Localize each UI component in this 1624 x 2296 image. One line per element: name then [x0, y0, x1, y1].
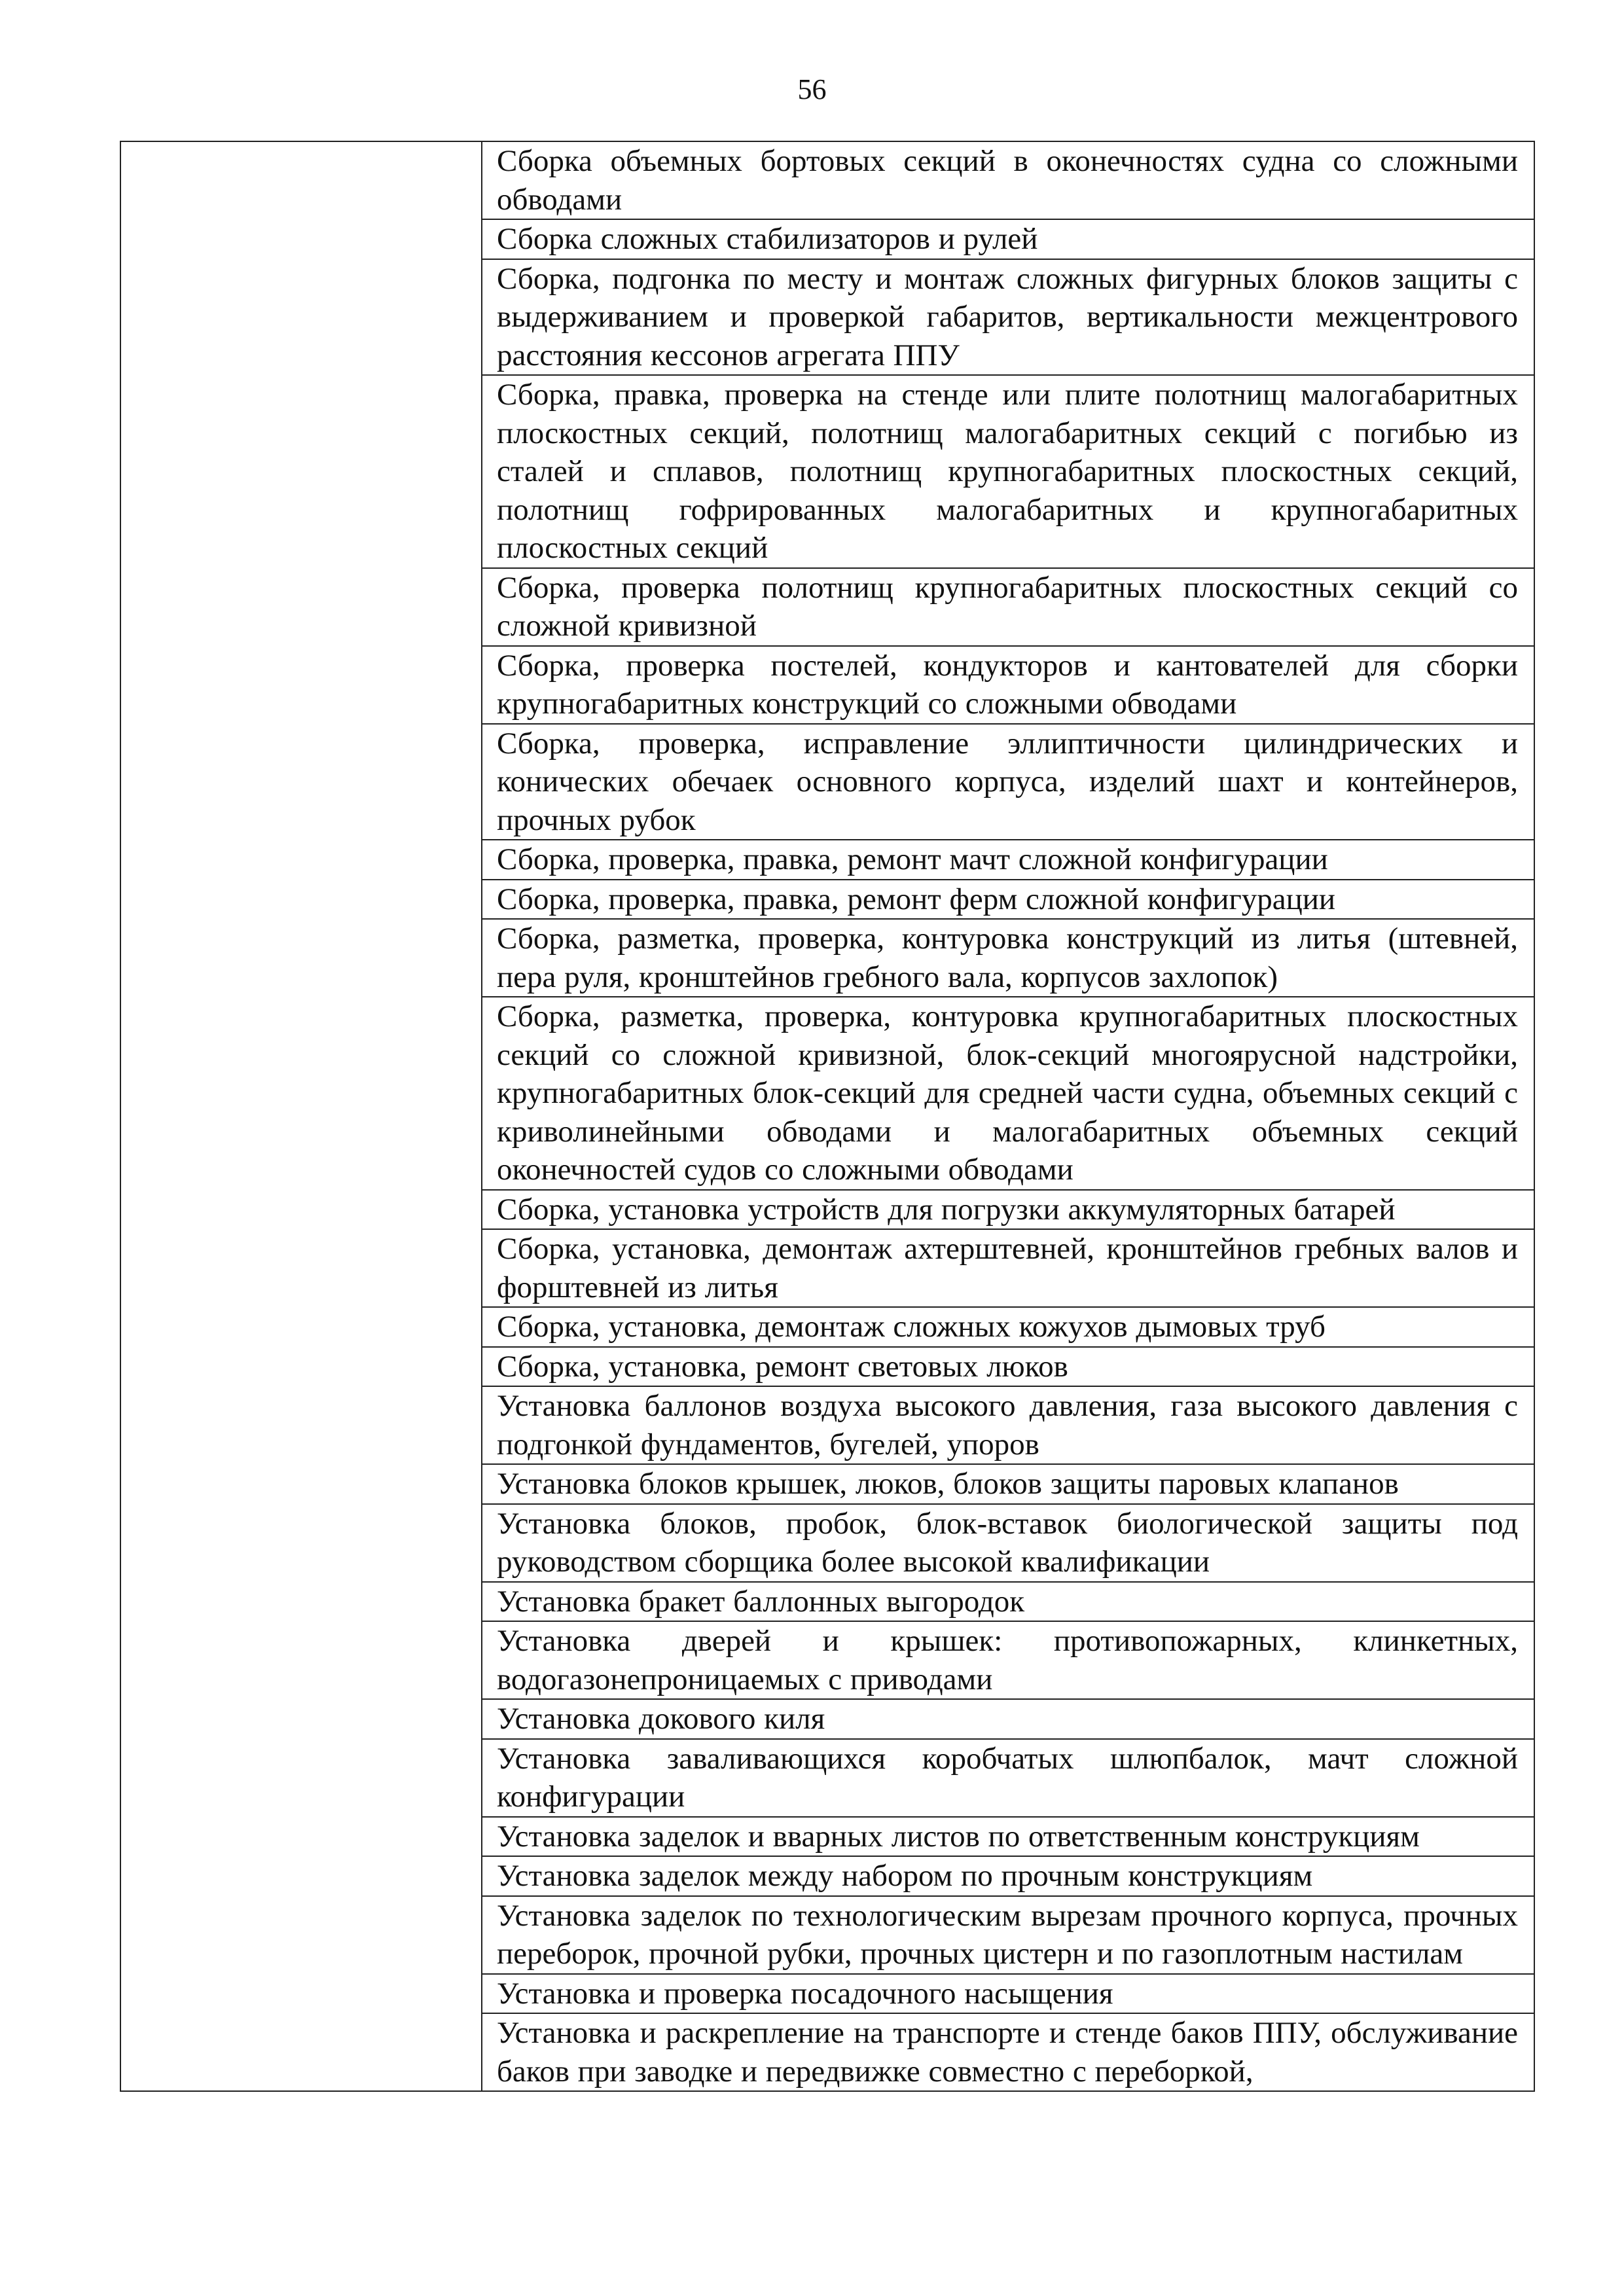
operation-text: Установка блоков крышек, люков, блоков защиты паровых клапанов — [497, 1467, 1399, 1501]
operation-cell — [482, 1307, 1534, 1347]
operation-text: Сборка, установка, ремонт световых люков — [497, 1349, 1068, 1384]
operation-cell — [482, 1621, 1534, 1699]
operation-text: Установка и раскрепление на транспорте и стенде баков ППУ, обслуживание баков при заводке и передвижке совместно с переборкой, — [497, 2016, 1518, 2089]
operation-text: Сборка, проверка, правка, ремонт ферм сложной конфигурации — [497, 882, 1336, 916]
operation-text: Установка заваливающихся коробчатых шлюпбалок, мачт сложной конфигурации — [497, 1741, 1518, 1814]
operations-table — [120, 141, 1535, 2092]
operation-text: Установка заделок и вварных листов по ответственным конструкциям — [497, 1819, 1420, 1854]
operation-cell — [482, 724, 1534, 840]
operation-cell — [482, 1974, 1534, 2014]
operation-cell — [482, 219, 1534, 259]
operation-cell — [482, 1190, 1534, 1230]
operation-text: Сборка, разметка, проверка, контуровка крупногабаритных плоскостных секций со сложной кривизной, блок-секций многоярусной надстройки, крупногабаритных блок-секций для средней части судна, объемных секций с криволинейными обводами и малогабаритных объемных секций оконечностей судов со сложными обводами — [497, 999, 1518, 1187]
operation-cell — [482, 919, 1534, 997]
operation-text: Сборка объемных бортовых секций в оконечностях судна со сложными обводами — [497, 144, 1518, 217]
page-number: 56 — [797, 73, 827, 105]
operation-cell — [482, 1699, 1534, 1739]
empty-left-column-cell — [120, 141, 482, 2091]
operation-text: Установка блоков, пробок, блок-вставок биологической защиты под руководством сборщика более высокой квалификации — [497, 1506, 1518, 1579]
operation-cell — [482, 1896, 1534, 1974]
operation-text: Установка бракет баллонных выгородок — [497, 1584, 1025, 1619]
table-body — [120, 141, 1534, 2091]
operation-text: Сборка, разметка, проверка, контуровка конструкций из литья (штевней, пера руля, кронштейнов гребного вала, корпусов захлопок) — [497, 922, 1518, 994]
operation-text: Сборка, проверка полотнищ крупногабаритных плоскостных секций со сложной кривизной — [497, 570, 1518, 643]
operation-cell — [482, 2013, 1534, 2091]
operation-text: Установка и проверка посадочного насыщения — [497, 1976, 1113, 2011]
operation-text: Сборка, установка, демонтаж ахтерштевней, кронштейнов гребных валов и форштевней из литья — [497, 1232, 1518, 1304]
operation-cell — [482, 1347, 1534, 1387]
operation-text: Сборка, проверка, исправление эллиптичности цилиндрических и конических обечаек основного корпуса, изделий шахт и контейнеров, прочных рубок — [497, 726, 1518, 837]
operation-cell — [482, 1504, 1534, 1582]
table-row — [120, 141, 1534, 219]
operation-text: Сборка, подгонка по месту и монтаж сложных фигурных блоков защиты с выдерживанием и проверкой габаритов, вертикальности межцентрового расстояния кессонов агрегата ППУ — [497, 261, 1518, 372]
operation-cell — [482, 1856, 1534, 1896]
operation-text: Сборка, правка, проверка на стенде или плите полотнищ малогабаритных плоскостных секций, полотнищ малогабаритных секций с погибью из сталей и сплавов, полотнищ крупногабаритных плоскостных секций, полотнищ гофрированных малогабаритных и крупногабаритных плоскостных секций — [497, 378, 1518, 565]
operation-text: Сборка, установка устройств для погрузки аккумуляторных батарей — [497, 1192, 1396, 1227]
operation-cell — [482, 646, 1534, 724]
operation-text: Сборка, установка, демонтаж сложных кожухов дымовых труб — [497, 1310, 1326, 1344]
operation-cell — [482, 997, 1534, 1190]
operation-text: Установка баллонов воздуха высокого давления, газа высокого давления с подгонкой фундаментов, бугелей, упоров — [497, 1389, 1518, 1462]
operation-cell — [482, 880, 1534, 920]
operation-cell — [482, 1582, 1534, 1622]
operation-text: Установка докового киля — [497, 1702, 825, 1736]
operation-cell — [482, 1739, 1534, 1817]
operation-cell — [482, 840, 1534, 880]
operation-text: Установка дверей и крышек: противопожарных, клинкетных, водогазонепроницаемых с приводами — [497, 1624, 1518, 1696]
operation-cell — [482, 141, 1534, 219]
operation-cell — [482, 375, 1534, 568]
operation-text: Сборка сложных стабилизаторов и рулей — [497, 222, 1038, 256]
operation-cell — [482, 1817, 1534, 1857]
operation-cell — [482, 259, 1534, 376]
operation-cell — [482, 1464, 1534, 1504]
operation-cell — [482, 568, 1534, 646]
operation-text: Установка заделок по технологическим вырезам прочного корпуса, прочных переборок, прочной рубки, прочных цистерн и по газоплотным настилам — [497, 1898, 1518, 1971]
operation-cell — [482, 1229, 1534, 1307]
operation-text: Установка заделок между набором по прочным конструкциям — [497, 1859, 1313, 1893]
operation-text: Сборка, проверка, правка, ремонт мачт сложной конфигурации — [497, 842, 1328, 876]
operation-text: Сборка, проверка постелей, кондукторов и кантователей для сборки крупногабаритных конструкций со сложными обводами — [497, 648, 1518, 721]
operation-cell — [482, 1386, 1534, 1464]
